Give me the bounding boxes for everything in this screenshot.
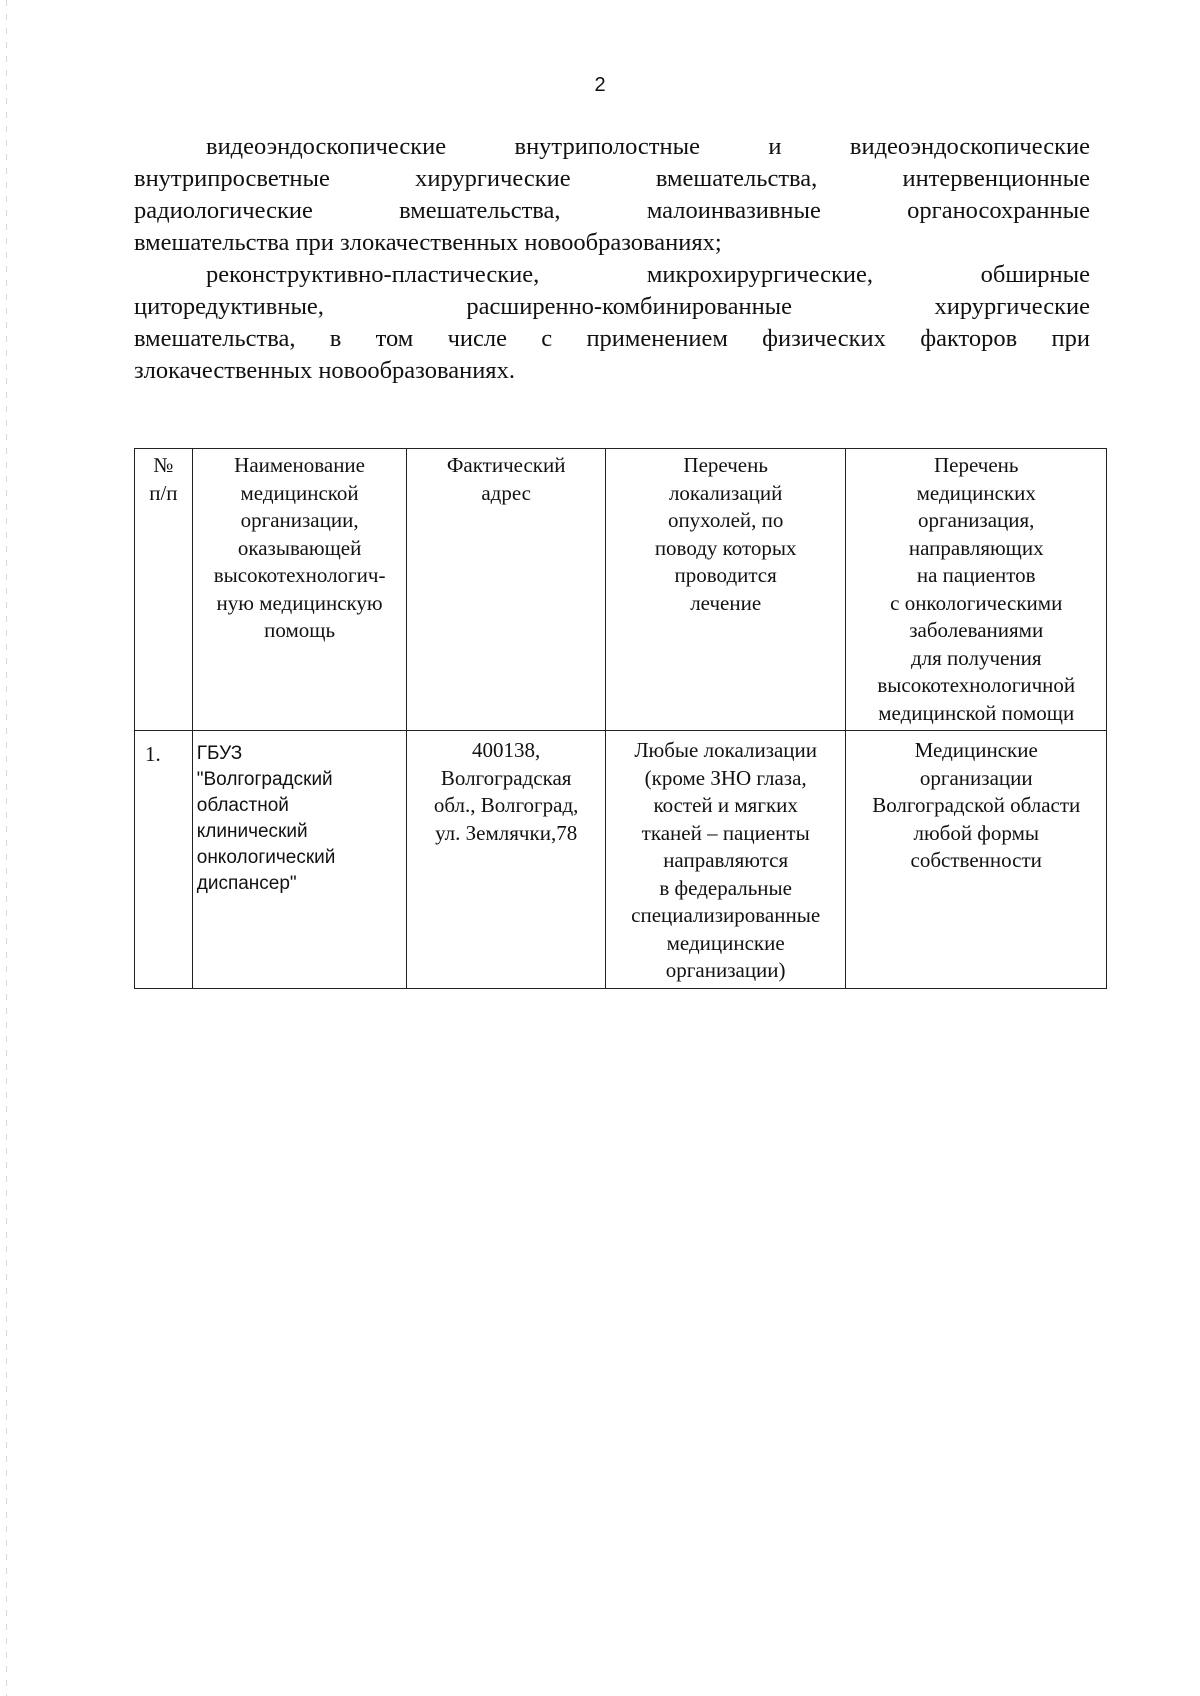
cell-address: 400138, Волгоградская обл., Волгоград, ул. Землячки,78 xyxy=(407,731,605,989)
text-line: злокачественных новообразованиях. xyxy=(134,357,515,384)
header-localizations: Перечень локализаций опухолей, по поводу которых проводится лечение xyxy=(605,449,846,731)
header-address: Фактический адрес xyxy=(407,449,605,731)
body-text xyxy=(134,131,1090,387)
header-number: № п/п xyxy=(135,449,193,731)
organizations-table xyxy=(134,448,1107,989)
header-org-name: Наименование медицинской организации, оказывающей высокотехнологич- ную медицинскую помощь xyxy=(192,449,407,731)
text-line: вмешательства, в том числе с применением физических факторов при xyxy=(134,325,1090,352)
cell-org-name: ГБУЗ "Волгоградский областной клинический онкологический диспансер" xyxy=(192,731,407,989)
header-referring-orgs: Перечень медицинских организация, направляющих на пациентов с онкологическими заболеваниями для получения высокотехнологичной медицинской помощи xyxy=(846,449,1107,731)
table-row xyxy=(135,731,1107,989)
paragraph-2 xyxy=(134,259,1090,387)
text-line: внутрипросветные хирургические вмешательства, интервенционные xyxy=(134,165,1090,192)
text-line: вмешательства при злокачественных новообразованиях; xyxy=(134,229,722,256)
cell-referring-orgs: Медицинские организации Волгоградской области любой формы собственности xyxy=(846,731,1107,989)
text-line: радиологические вмешательства, малоинвазивные органосохранные xyxy=(134,197,1090,224)
scan-edge-artifact xyxy=(6,0,7,1696)
page-number: 2 xyxy=(594,74,606,96)
cell-number: 1. xyxy=(135,731,193,989)
text-line: циторедуктивные, расширенно-комбинированные хирургические xyxy=(134,293,1090,320)
cell-localizations: Любые локализации (кроме ЗНО глаза, костей и мягких тканей – пациенты направляются в федеральные специализированные медицинские организации) xyxy=(605,731,846,989)
paragraph-1 xyxy=(134,131,1090,259)
text-line: реконструктивно-пластические, микрохирургические, обширные xyxy=(206,261,1090,288)
text-line: видеоэндоскопические внутриполостные и видеоэндоскопические xyxy=(206,133,1090,160)
table-header-row xyxy=(135,449,1107,731)
